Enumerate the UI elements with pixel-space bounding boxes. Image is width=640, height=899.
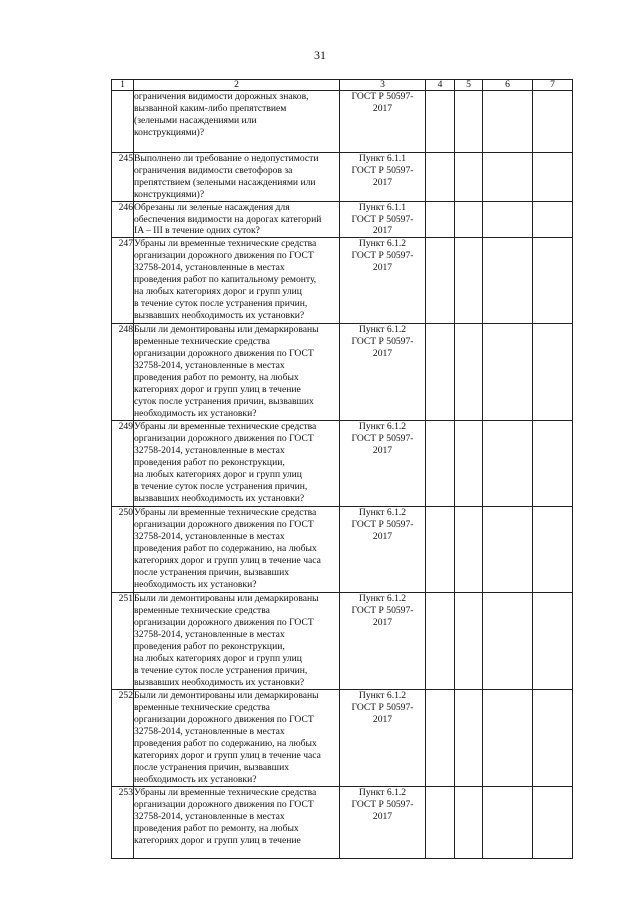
empty-cell-col-6	[483, 238, 533, 324]
reference-text-line: 2017	[372, 176, 393, 188]
empty-cell-col-4	[426, 507, 455, 593]
reference-text-line: ГОСТ Р 50597-	[351, 433, 414, 445]
empty-cell-col-4	[426, 593, 455, 690]
row-number: 250	[112, 507, 134, 593]
question-cell	[134, 324, 340, 421]
column-header-5: 5	[455, 80, 483, 91]
row-number: 251	[112, 593, 134, 690]
question-text-line: Убраны ли временные технические средства	[134, 507, 317, 519]
empty-cell-col-7	[533, 421, 573, 507]
empty-cell-col-5	[455, 153, 483, 202]
empty-cell-col-7	[533, 324, 573, 421]
reference-text-line: Пункт 6.1.1	[358, 201, 407, 213]
question-cell	[134, 690, 340, 787]
empty-cell-col-6	[483, 324, 533, 421]
question-text-line: 32758-2014, установленные в местах	[134, 726, 285, 738]
question-text-line: проведения работ по капитальному ремонту,	[134, 274, 317, 286]
reference-text-line: 2017	[372, 225, 393, 237]
reference-text-line: 2017	[372, 348, 393, 360]
question-text-line: необходимость их установки?	[134, 407, 257, 419]
question-cell	[134, 238, 340, 324]
question-text-line: Выполнено ли требование о недопустимости	[134, 153, 319, 164]
question-text-line: 32758-2014, установленные в местах	[134, 262, 285, 274]
reference-text-line: ГОСТ Р 50597-	[351, 250, 414, 262]
reference-text-line: ГОСТ Р 50597-	[351, 519, 414, 531]
reference-text-line: ГОСТ Р 50597-	[351, 702, 414, 714]
question-text-line: после устранения причин, вызвавших	[134, 761, 289, 773]
question-text-line: 32758-2014, установленные в местах	[134, 531, 285, 543]
column-header-3: 3	[340, 80, 426, 91]
empty-cell-col-4	[426, 787, 455, 859]
question-text-line: в течение суток после устранения причин,	[134, 297, 308, 309]
empty-cell-col-5	[455, 690, 483, 787]
question-cell	[134, 787, 340, 859]
reference-text-line: Пункт 6.1.2	[358, 690, 407, 702]
reference-text-line: ГОСТ Р 50597-	[351, 336, 414, 348]
empty-cell-col-5	[455, 421, 483, 507]
empty-cell-col-4	[426, 421, 455, 507]
question-text-line: (зелеными насаждениями или	[134, 114, 257, 126]
question-text-line: ограничения видимости дорожных знаков,	[134, 91, 309, 102]
question-text-line: Были ли демонтированы или демаркированы	[134, 690, 319, 702]
question-text-line: вызвавших необходимость их установки?	[134, 492, 305, 504]
empty-cell-col-6	[483, 690, 533, 787]
reference-cell	[340, 238, 426, 324]
question-text-line: Убраны ли временные технические средства	[134, 421, 317, 433]
question-text-line: Были ли демонтированы или демаркированы	[134, 593, 319, 605]
question-text-line: проведения работ по ремонту, на любых	[134, 823, 299, 835]
checklist-table	[111, 79, 573, 859]
empty-cell-col-7	[533, 201, 573, 238]
table-row	[112, 153, 573, 202]
empty-cell-col-6	[483, 421, 533, 507]
reference-text-line: Пункт 6.1.2	[358, 324, 407, 336]
reference-text-line: 2017	[372, 102, 393, 114]
table-row	[112, 787, 573, 859]
question-text-line: организации дорожного движения по ГОСТ	[134, 348, 314, 360]
question-text-line: вызванной каким-либо препятствием	[134, 102, 287, 114]
reference-cell	[340, 153, 426, 202]
empty-cell-col-4	[426, 324, 455, 421]
reference-cell	[340, 201, 426, 238]
table-body	[112, 91, 573, 859]
reference-cell	[340, 593, 426, 690]
question-cell	[134, 421, 340, 507]
row-number	[112, 91, 134, 153]
reference-text-line: Пункт 6.1.2	[358, 787, 407, 799]
empty-cell-col-5	[455, 787, 483, 859]
empty-cell-col-7	[533, 238, 573, 324]
question-text-line: Убраны ли временные технические средства	[134, 787, 317, 799]
reference-text-line: Пункт 6.1.2	[358, 593, 407, 605]
reference-cell	[340, 507, 426, 593]
question-text-line: препятствием (зелеными насаждениями или	[134, 176, 316, 188]
question-text-line: проведения работ по реконструкции,	[134, 640, 285, 652]
question-text-line: конструкциями)?	[134, 126, 205, 138]
question-text-line: организации дорожного движения по ГОСТ	[134, 617, 314, 629]
question-text-line: временные технические средства	[134, 702, 270, 714]
row-number: 247	[112, 238, 134, 324]
empty-cell-col-7	[533, 787, 573, 859]
question-text-line: IA – III в течение одних суток?	[134, 225, 260, 237]
question-text-line: вызвавших необходимость их установки?	[134, 309, 305, 321]
empty-cell-col-7	[533, 593, 573, 690]
question-text-line: организации дорожного движения по ГОСТ	[134, 714, 314, 726]
empty-cell-col-4	[426, 690, 455, 787]
reference-cell	[340, 787, 426, 859]
reference-cell	[340, 690, 426, 787]
question-text-line: категориях дорог и групп улиц в течение	[134, 834, 301, 846]
empty-cell-col-6	[483, 153, 533, 202]
reference-text-line: 2017	[372, 617, 393, 629]
empty-cell-col-5	[455, 201, 483, 238]
question-text-line: на любых категориях дорог и групп улиц	[134, 285, 302, 297]
table-row	[112, 91, 573, 153]
row-number: 246	[112, 201, 134, 238]
reference-text-line: ГОСТ Р 50597-	[351, 164, 414, 176]
question-text-line: категориях дорог и групп улиц в течение часа	[134, 554, 321, 566]
empty-cell-col-4	[426, 238, 455, 324]
header-row	[112, 80, 573, 91]
empty-cell-col-7	[533, 91, 573, 153]
reference-text-line: ГОСТ Р 50597-	[351, 91, 414, 102]
reference-text-line: Пункт 6.1.2	[358, 507, 407, 519]
question-text-line: необходимость их установки?	[134, 578, 257, 590]
empty-cell-col-7	[533, 153, 573, 202]
reference-text-line: Пункт 6.1.2	[358, 421, 407, 433]
question-text-line: категориях дорог и групп улиц в течение часа	[134, 749, 321, 761]
question-text-line: 32758-2014, установленные в местах	[134, 811, 285, 823]
question-text-line: организации дорожного движения по ГОСТ	[134, 433, 314, 445]
column-header-6: 6	[483, 80, 533, 91]
reference-text-line: 2017	[372, 531, 393, 543]
question-cell	[134, 507, 340, 593]
question-text-line: Были ли демонтированы или демаркированы	[134, 324, 319, 336]
table-row	[112, 507, 573, 593]
table-row	[112, 324, 573, 421]
empty-cell-col-5	[455, 238, 483, 324]
question-text-line: в течение суток после устранения причин,	[134, 664, 308, 676]
empty-cell-col-5	[455, 91, 483, 153]
reference-text-line: Пункт 6.1.2	[358, 238, 407, 250]
reference-cell	[340, 324, 426, 421]
row-number: 252	[112, 690, 134, 787]
empty-cell-col-6	[483, 201, 533, 238]
empty-cell-col-6	[483, 787, 533, 859]
question-text-line: проведения работ по реконструкции,	[134, 457, 285, 469]
empty-cell-col-6	[483, 507, 533, 593]
empty-cell-col-5	[455, 593, 483, 690]
question-cell	[134, 201, 340, 238]
question-text-line: Убраны ли временные технические средства	[134, 238, 317, 250]
question-text-line: временные технические средства	[134, 336, 270, 348]
question-text-line: суток после устранения причин, вызвавших	[134, 395, 314, 407]
question-text-line: временные технические средства	[134, 605, 270, 617]
reference-cell	[340, 91, 426, 153]
question-text-line: Обрезаны ли зеленые насаждения для	[134, 201, 290, 213]
question-text-line: организации дорожного движения по ГОСТ	[134, 250, 314, 262]
reference-cell	[340, 421, 426, 507]
empty-cell-col-7	[533, 690, 573, 787]
empty-cell-col-6	[483, 91, 533, 153]
question-text-line: категориях дорог и групп улиц в течение	[134, 383, 301, 395]
question-text-line: после устранения причин, вызвавших	[134, 566, 289, 578]
empty-cell-col-7	[533, 507, 573, 593]
table-row	[112, 238, 573, 324]
question-text-line: в течение суток после устранения причин,	[134, 480, 308, 492]
question-text-line: организации дорожного движения по ГОСТ	[134, 519, 314, 531]
question-text-line: организации дорожного движения по ГОСТ	[134, 799, 314, 811]
question-text-line: 32758-2014, установленные в местах	[134, 629, 285, 641]
question-cell	[134, 153, 340, 202]
reference-text-line: Пункт 6.1.1	[358, 153, 407, 164]
table-row	[112, 421, 573, 507]
column-header-7: 7	[533, 80, 573, 91]
empty-cell-col-5	[455, 507, 483, 593]
empty-cell-col-4	[426, 91, 455, 153]
column-header-4: 4	[426, 80, 455, 91]
row-number: 248	[112, 324, 134, 421]
question-text-line: вызвавших необходимость их установки?	[134, 676, 305, 688]
page-number: 31	[314, 48, 326, 62]
empty-cell-col-5	[455, 324, 483, 421]
table-row	[112, 690, 573, 787]
empty-cell-col-6	[483, 593, 533, 690]
empty-cell-col-4	[426, 201, 455, 238]
question-text-line: на любых категориях дорог и групп улиц	[134, 652, 302, 664]
reference-text-line: ГОСТ Р 50597-	[351, 605, 414, 617]
question-text-line: необходимость их установки?	[134, 773, 257, 785]
table-row	[112, 201, 573, 238]
question-cell	[134, 593, 340, 690]
question-text-line: обеспечения видимости на дорогах категорий	[134, 213, 322, 225]
question-text-line: конструкциями)?	[134, 188, 205, 200]
reference-text-line: 2017	[372, 262, 393, 274]
question-text-line: 32758-2014, установленные в местах	[134, 360, 285, 372]
column-header-1: 1	[112, 80, 134, 91]
question-text-line: ограничения видимости светофоров за	[134, 164, 293, 176]
row-number: 249	[112, 421, 134, 507]
question-text-line: проведения работ по ремонту, на любых	[134, 371, 299, 383]
reference-text-line: ГОСТ Р 50597-	[351, 799, 414, 811]
column-header-2: 2	[134, 80, 340, 91]
row-number: 253	[112, 787, 134, 859]
question-text-line: проведения работ по содержанию, на любых	[134, 543, 317, 555]
question-cell	[134, 91, 340, 153]
reference-text-line: 2017	[372, 445, 393, 457]
question-text-line: проведения работ по содержанию, на любых	[134, 737, 317, 749]
row-number: 245	[112, 153, 134, 202]
question-text-line: на любых категориях дорог и групп улиц	[134, 468, 302, 480]
reference-text-line: 2017	[372, 811, 393, 823]
table-row	[112, 593, 573, 690]
reference-text-line: 2017	[372, 714, 393, 726]
reference-text-line: ГОСТ Р 50597-	[351, 213, 414, 225]
question-text-line: 32758-2014, установленные в местах	[134, 445, 285, 457]
empty-cell-col-4	[426, 153, 455, 202]
